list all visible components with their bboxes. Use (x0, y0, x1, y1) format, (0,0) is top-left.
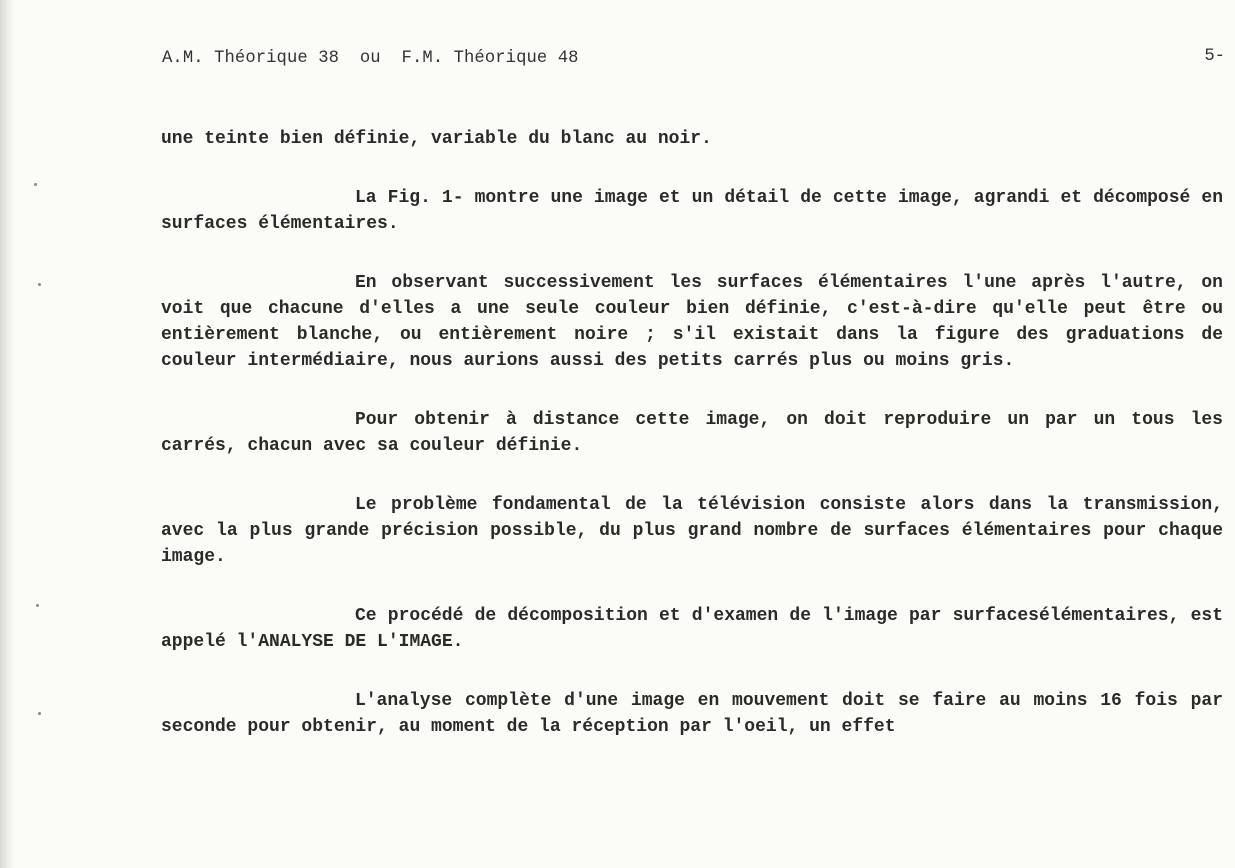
running-header: A.M. Théorique 38 ou F.M. Théorique 48 (162, 49, 579, 68)
paragraph: Le problème fondamental de la télévision consiste alors dans la transmission, avec la plus grande précision possible, du plus grand nombre de surfaces élémentaires pour chaque image. (161, 495, 1223, 567)
scan-edge-shadow (0, 0, 14, 868)
scan-speck (38, 283, 41, 286)
scan-speck (36, 604, 39, 607)
paragraph: L'analyse complète d'une image en mouvement doit se faire au moins 16 fois par seconde pour obtenir, au moment de la réception par l'oeil, un effet (161, 691, 1223, 737)
scan-speck (38, 712, 41, 715)
paragraph: Ce procédé de décomposition et d'examen de l'image par surfacesélémentaires, est appelé l'ANALYSE DE L'IMAGE. (161, 606, 1223, 652)
scan-speck (34, 183, 37, 186)
page-number: 5- (1204, 47, 1225, 66)
body-text (161, 126, 1223, 740)
paragraph: En observant successivement les surfaces élémentaires l'une après l'autre, on voit que chacune d'elles a une seule couleur bien définie, c'est-à-dire qu'elle peut être ou entièrement blanche, ou entièrement noire ; s'il existait dans la figure des graduations de couleur intermédiaire, nous aurions aussi des petits carrés plus ou moins gris. (161, 273, 1223, 371)
paragraph: une teinte bien définie, variable du blanc au noir. (161, 129, 712, 149)
paragraph: Pour obtenir à distance cette image, on doit reproduire un par un tous les carrés, chacun avec sa couleur définie. (161, 410, 1223, 456)
paragraph: La Fig. 1- montre une image et un détail de cette image, agrandi et décomposé en surfaces élémentaires. (161, 188, 1223, 234)
